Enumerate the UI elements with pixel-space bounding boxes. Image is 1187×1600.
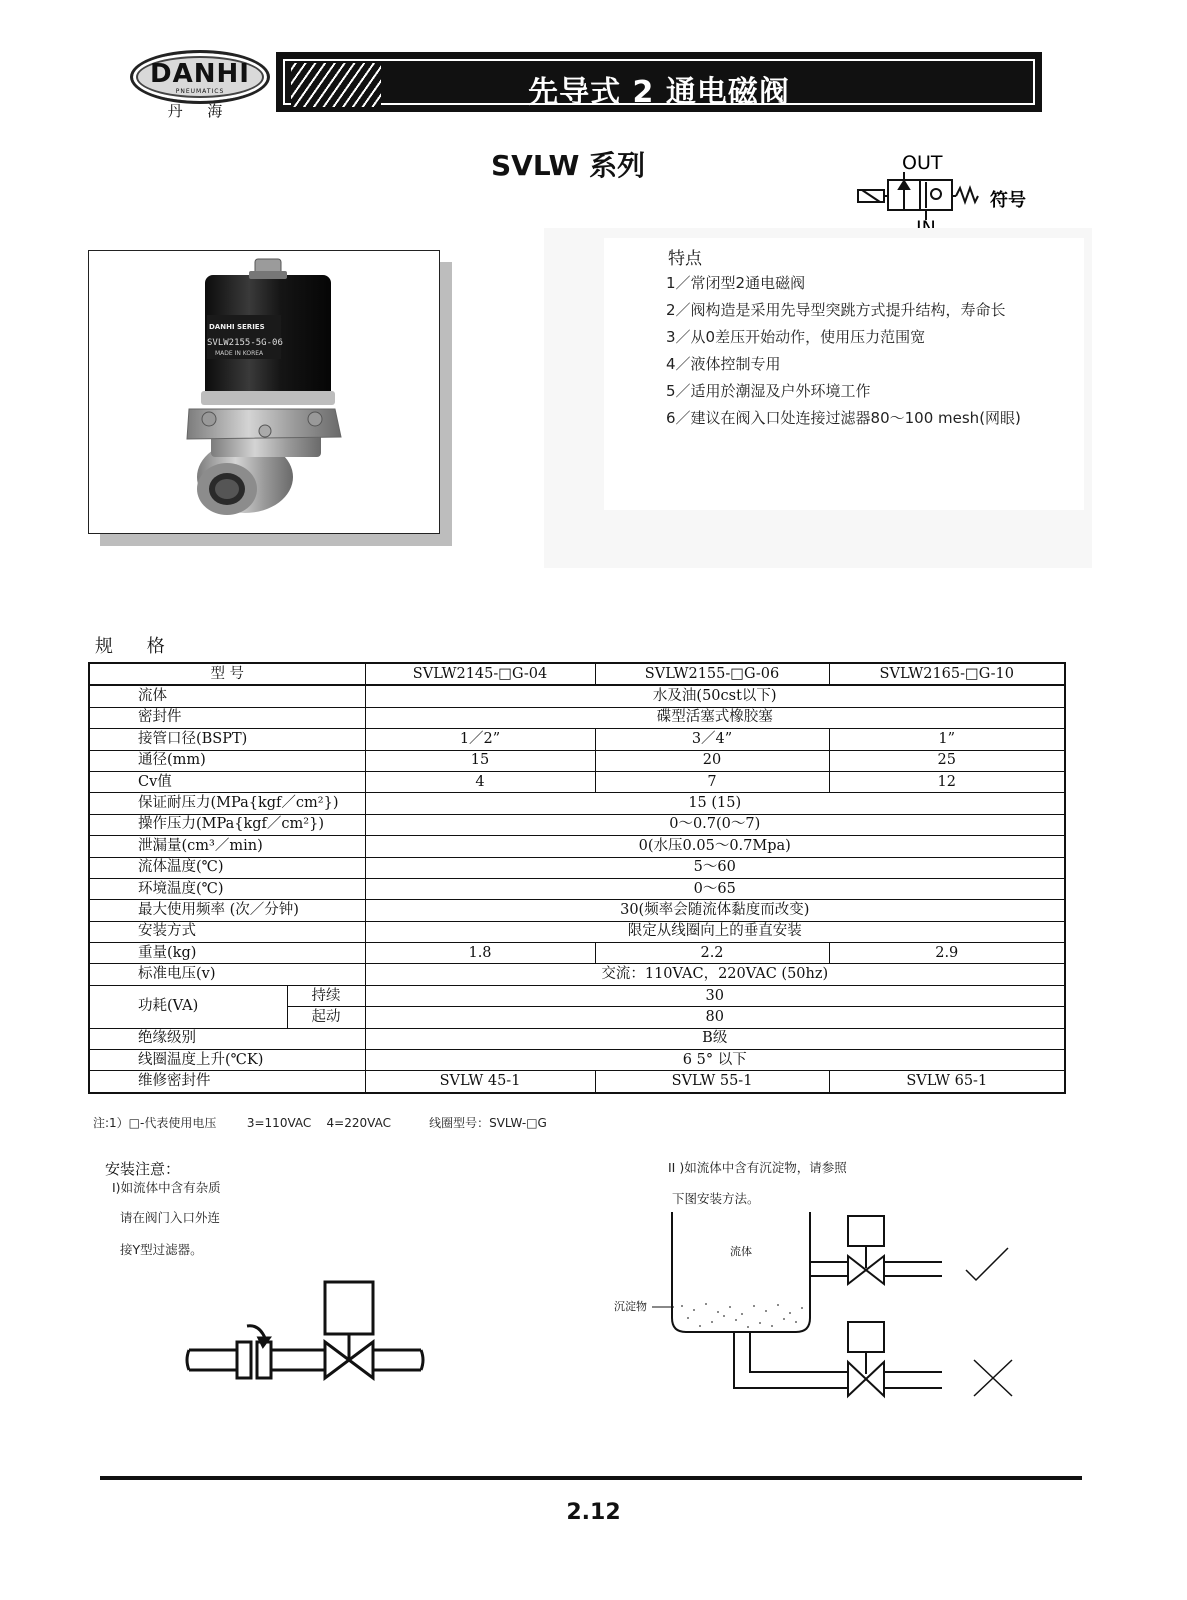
- table-row: [89, 857, 1065, 878]
- table-row: [89, 1028, 1065, 1049]
- table-row: [89, 836, 1065, 857]
- strainer-cap: [257, 1342, 271, 1378]
- row-value: 5～60: [365, 857, 1065, 878]
- install-left-line: I)如流体中含有杂质: [112, 1180, 221, 1195]
- table-row: [89, 793, 1065, 814]
- inlet-pipe: [187, 1350, 237, 1370]
- features-heading: 特点: [668, 249, 702, 269]
- row-value: 水及油(50cst以下): [365, 685, 1065, 707]
- row-label: 泄漏量(cm³／min): [89, 836, 365, 857]
- table-header-row: [89, 663, 1065, 685]
- table-row: [89, 985, 1065, 1006]
- row-label: 维修密封件: [89, 1071, 365, 1093]
- row-label: 环境温度(℃): [89, 878, 365, 899]
- title-bar: [276, 52, 1042, 112]
- row-value: 2.9: [829, 943, 1065, 964]
- footer-rule: [100, 1476, 1082, 1480]
- row-value: 1／2”: [365, 729, 595, 750]
- lower-valve-coil: [848, 1322, 884, 1352]
- symbol-out-label: OUT: [902, 152, 943, 174]
- middle-pipe: [271, 1350, 325, 1370]
- coil-made-text: MADE IN KOREA: [215, 350, 264, 357]
- feature-item: 1／常闭型2通电磁阀: [666, 274, 806, 292]
- power-label: 功耗(VA): [89, 985, 287, 1028]
- row-value: 4: [365, 771, 595, 792]
- row-label: 操作压力(MPa{kgf／cm²}): [89, 814, 365, 835]
- logo-brand: DANHI: [150, 59, 250, 89]
- row-label: 绝缘级别: [89, 1028, 365, 1049]
- install-right-line: 下图安装方法。: [672, 1191, 760, 1206]
- spec-heading: 规 格: [95, 636, 179, 657]
- upper-valve-coil: [848, 1216, 884, 1246]
- row-value: B级: [365, 1028, 1065, 1049]
- row-value: 25: [829, 750, 1065, 771]
- table-row: [89, 964, 1065, 985]
- row-value: 交流：110VAC，220VAC (50hz): [365, 964, 1065, 985]
- row-label: Cv值: [89, 771, 365, 792]
- solenoid-symbol-icon: [858, 172, 978, 220]
- valve-symbol: [852, 150, 1052, 240]
- row-label: 安装方式: [89, 921, 365, 942]
- sediment-install-diagram: [610, 1210, 1030, 1405]
- table-row: [89, 750, 1065, 771]
- row-label: 流体温度(℃): [89, 857, 365, 878]
- power-sub-label: 持续: [287, 985, 365, 1006]
- row-value: 7: [595, 771, 829, 792]
- model-column-header: SVLW2145-□G-04: [365, 663, 595, 685]
- row-value: SVLW 55-1: [595, 1071, 829, 1093]
- table-row: [89, 943, 1065, 964]
- row-label: 标准电压(v): [89, 964, 365, 985]
- install-left-line: 请在阀门入口外连: [120, 1210, 221, 1225]
- bottom-outlet-pipe: [734, 1332, 848, 1388]
- row-value: 2.2: [595, 943, 829, 964]
- row-value: 80: [365, 1007, 1065, 1028]
- power-sub-label: 起动: [287, 1007, 365, 1028]
- table-row: [89, 814, 1065, 835]
- check-mark-icon: [966, 1248, 1008, 1280]
- model-column-header: SVLW2165-□G-10: [829, 663, 1065, 685]
- model-column-header: SVLW2155-□G-06: [595, 663, 829, 685]
- row-label: 保证耐压力(MPa{kgf／cm²}): [89, 793, 365, 814]
- row-label: 流体: [89, 685, 365, 707]
- page-title: 先导式 2 通电磁阀: [528, 75, 790, 110]
- row-value: 15: [365, 750, 595, 771]
- valve-coil: [325, 1282, 373, 1334]
- symbol-caption: 符号: [990, 190, 1026, 211]
- table-row: [89, 900, 1065, 921]
- strainer-install-diagram: [185, 1280, 425, 1400]
- row-value: SVLW 45-1: [365, 1071, 595, 1093]
- row-value: 3／4”: [595, 729, 829, 750]
- table-row: [89, 1071, 1065, 1093]
- product-photo: [88, 250, 440, 534]
- row-label: 通径(mm): [89, 750, 365, 771]
- row-label: 接管口径(BSPT): [89, 729, 365, 750]
- row-value: 15 (15): [365, 793, 1065, 814]
- page-number: 2.12: [566, 1500, 621, 1525]
- spec-note: 注:1）□-代表使用电压 3=110VAC 4=220VAC 线圈型号：SVLW-□G: [93, 1116, 547, 1130]
- table-row: [89, 1050, 1065, 1071]
- row-value: SVLW 65-1: [829, 1071, 1065, 1093]
- coil-model-text: SVLW2155-5G-06: [207, 338, 283, 348]
- title-bar-frame: [283, 59, 1035, 110]
- outlet-pipe: [373, 1350, 423, 1370]
- table-row: [89, 921, 1065, 942]
- upper-outlet-pipe: [884, 1262, 942, 1276]
- series-title: SVLW 系列: [491, 149, 646, 182]
- row-value: 0～65: [365, 878, 1065, 899]
- table-row: [89, 685, 1065, 707]
- table-row: [89, 771, 1065, 792]
- install-left-line: 接Y型过滤器。: [120, 1242, 203, 1257]
- row-label: 线圈温度上升(℃K): [89, 1050, 365, 1071]
- solenoid-valve-image: [89, 251, 439, 533]
- fluid-label: 流体: [730, 1245, 752, 1258]
- model-header: 型 号: [89, 663, 365, 685]
- table-row: [89, 878, 1065, 899]
- lower-outlet-pipe: [884, 1372, 942, 1388]
- row-value: 6 5° 以下: [365, 1050, 1065, 1071]
- row-value: 30(频率会随流体黏度而改变): [365, 900, 1065, 921]
- feature-item: 5／适用於潮湿及户外环境工作: [666, 382, 871, 400]
- row-value: 1”: [829, 729, 1065, 750]
- install-right-line: II )如流体中含有沉淀物，请参照: [668, 1160, 847, 1175]
- row-value: 30: [365, 985, 1065, 1006]
- strainer-body: [237, 1342, 251, 1378]
- feature-item: 4／液体控制专用: [666, 355, 781, 373]
- feature-item: 6／建议在阀入口处连接过滤器80～100 mesh(网眼): [666, 409, 1021, 427]
- row-label: 最大使用频率 (次／分钟): [89, 900, 365, 921]
- sediment-label: 沉淀物: [614, 1300, 647, 1313]
- row-label: 密封件: [89, 707, 365, 728]
- strainer-arrow-icon: [247, 1326, 265, 1338]
- row-label: 重量(kg): [89, 943, 365, 964]
- row-value: 0(水压0.05～0.7Mpa): [365, 836, 1065, 857]
- spec-table: [88, 662, 1066, 1094]
- table-row: [89, 707, 1065, 728]
- row-value: 1.8: [365, 943, 595, 964]
- row-value: 20: [595, 750, 829, 771]
- feature-item: 2／阀构造是采用先导型突跳方式提升结构，寿命长: [666, 301, 1006, 319]
- row-value: 碟型活塞式橡胶塞: [365, 707, 1065, 728]
- table-row: [89, 729, 1065, 750]
- sediment-dots: [681, 1303, 803, 1328]
- side-outlet-pipe: [810, 1262, 848, 1276]
- logo-chinese-name: 丹 海: [167, 102, 233, 120]
- features-panel: [604, 238, 1084, 510]
- row-value: 限定从线圈向上的垂直安装: [365, 921, 1065, 942]
- logo-subtitle: PNEUMATICS: [175, 88, 225, 95]
- coil-brand-text: DANHI SERIES: [209, 323, 265, 331]
- feature-item: 3／从0差压开始动作，使用压力范围宽: [666, 328, 926, 346]
- row-value: 12: [829, 771, 1065, 792]
- danhi-logo: [130, 50, 270, 122]
- cross-mark-icon: [974, 1360, 1012, 1396]
- install-title: 安装注意：: [105, 1160, 181, 1178]
- row-value: 0～0.7(0～7): [365, 814, 1065, 835]
